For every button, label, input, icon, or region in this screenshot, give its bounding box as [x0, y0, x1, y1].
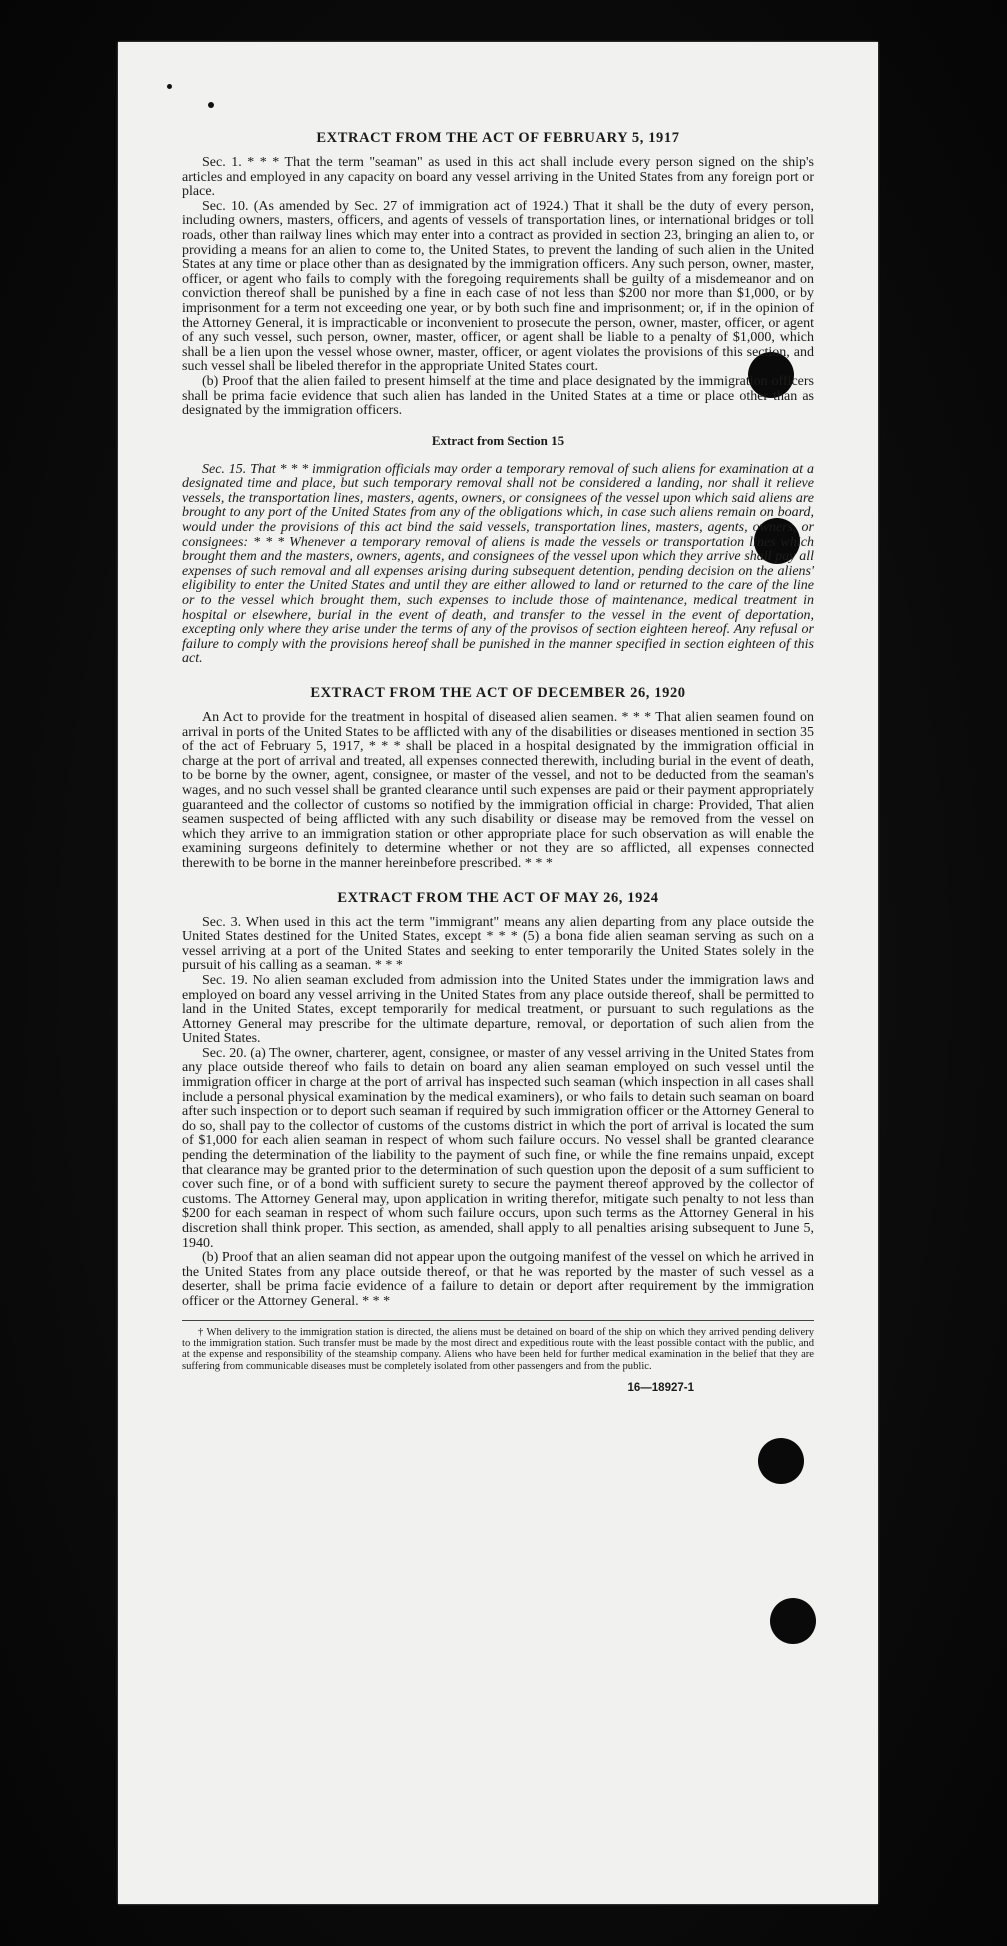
- footnote-divider: [182, 1320, 814, 1321]
- paragraph: Sec. 1. * * * That the term "seaman" as used in this act shall include every person signed on the ship's articles and employed in any capacity on board any vessel arriving in the United States from any foreign port or place.: [182, 155, 814, 200]
- section-heading: EXTRACT FROM THE ACT OF MAY 26, 1924: [337, 889, 659, 906]
- section-act-may-1924: [182, 890, 814, 1310]
- paragraph: Sec. 15. That * * * immigration officials may order a temporary removal of such aliens for examination at a designated time and place, but such temporary removal shall not be considered a landing, nor shall it relieve vessels, the transportation lines, masters, agents, owners, or consignees of the vessel upon which said aliens are brought to any port of the United States from any of the obligations which, in case such aliens remain on board, would under the provisions of this act bind the said vessels, transportation lines, masters, agents, owners, or consignees: * * * Whenever a temporary removal of aliens is made the vessels or transportation lines which brought them and the masters, owners, agents, and consignees of the vessel upon which they arrive shall pay all expenses of such removal and all expenses arising during subsequent detention, pending decision on the aliens' eligibility to enter the United States and until they are either allowed to land or returned to the care of the line or to the vessel which brought them, such expenses to include those of maintenance, medical treatment in hospital or elsewhere, burial in the event of death, and transfer to the vessel in the event of deportation, excepting only where they arise under the terms of any of the provisos of section eighteen hereof. Any refusal or failure to comply with the provisions hereof shall be punished in the manner specified in section eighteen of this act.: [182, 461, 814, 667]
- paragraph: Sec. 20. (a) The owner, charterer, agent, consignee, or master of any vessel arriving in the United States from any place outside thereof who fails to detain on board any alien seaman employed on such vessel until the immigration officer in charge at the port of arrival has inspected such seaman (which inspection in all cases shall include a personal physical examination by the medical examiners), or who fails to detain such seaman on board after such inspection or to deport such seaman if required by such immigration officer or the Attorney General to do so, shall pay to the collector of customs of the customs district in which the port of arrival is located the sum of $1,000 for each alien seaman in respect of whom such failure occurs. No vessel shall be granted clearance pending the determination of the liability to the payment of such fine, or while the fine remains unpaid, except that clearance may be granted prior to the determination of such question upon the deposit of a sum sufficient to cover such fine, or of a bond with sufficient surety to secure the payment thereof approved by the collector of customs. The Attorney General may, upon application in writing therefor, mitigate such penalty to not less than $200 for each seaman in respect of whom such failure occurs, upon such terms as the Attorney General in his discretion shall think proper. This section, as amended, shall apply to all penalties arising subsequent to June 5, 1940.: [182, 1045, 814, 1251]
- scan-speck: [167, 84, 172, 89]
- section-heading: EXTRACT FROM THE ACT OF FEBRUARY 5, 1917: [316, 130, 680, 146]
- paragraph: An Act to provide for the treatment in hospital of diseased alien seamen. * * * That alien seamen found on arrival in ports of the United States to be afflicted with any of the disabilities or diseases mentioned in section 35 of the act of February 5, 1917, * * * shall be placed in a hospital designated by the immigration official in charge at the port of arrival and treated, all expenses connected therewith, including burial in the event of death, to be borne by the owner, agent, consignee, or master of the vessel, and not to be deducted from the seaman's wages, and no such vessel shall be granted clearance until such expenses are paid or their payment appropriately guaranteed and the collector of customs so notified by the immigration official in charge: Provided, That alien seamen suspected of being afflicted with any such disability or disease may be removed from the vessel on which they arrive to an immigration station or other appropriate place for such observation as will enable the examining surgeons definitely to determine whether or not they are so afflicted, all expenses connected therewith to be borne in the manner hereinbefore prescribed. * * *: [182, 710, 814, 871]
- document-page: [118, 42, 878, 1904]
- paragraph: Sec. 19. No alien seaman excluded from admission into the United States under the immigration laws and employed on board any vessel arriving in the United States from any place outside thereof, shall be permitted to land in the United States, except temporarily for medical treatment, or pursuant to such regulations as the Attorney General may prescribe for the ultimate departure, removal, or deportation of such alien from the United States.: [182, 972, 814, 1047]
- section-act-feb-1917: [182, 130, 814, 419]
- paragraph: Sec. 10. (As amended by Sec. 27 of immigration act of 1924.) That it shall be the duty of every person, including owners, masters, officers, and agents of vessels of transportation lines, or international bridges or toll roads, other than railway lines which may enter into a contract as provided in section 23, bringing an alien to, or providing a means for an alien to come to, the United States, to prevent the landing of such alien in the United States at any time or place other than as designated by the immigration officers. Any such person, owner, master, officer, or agent who fails to comply with the foregoing requirements shall be guilty of a misdemeanor and on conviction thereof shall be punished by a fine in each case of not less than $200 nor more than $1,000, or by imprisonment for a term not exceeding one year, or by both such fine and imprisonment; or, if in the opinion of the Attorney General, it is impracticable or inconvenient to prosecute the person, owner, master, officer, or agent of any such vessel, such person, owner, master, officer, or agent shall be liable to a penalty of $1,000, which shall be a lien upon the vessel whose owner, master, officer, or agent violates the provisions of this section, and such vessel shall be libeled therefor in the appropriate United States court.: [182, 198, 814, 375]
- paragraph: Sec. 3. When used in this act the term "immigrant" means any alien departing from any place outside the United States destined for the United States, except * * * (5) a bona fide alien seaman serving as such on a vessel arriving at a port of the United States and seeking to enter temporarily the United States solely in the pursuit of his calling as a seaman. * * *: [182, 914, 814, 974]
- document-body: [182, 130, 814, 1394]
- paragraph: (b) Proof that the alien failed to present himself at the time and place designated by the immigration officers shall be prima facie evidence that such alien has landed in the United States at a time or place other than as designated by the immigration officers.: [182, 373, 814, 419]
- footnote: [182, 1327, 814, 1373]
- form-number: 16—18927-1: [627, 1382, 694, 1395]
- punch-hole: [758, 1438, 804, 1484]
- paragraph: (b) Proof that an alien seaman did not appear upon the outgoing manifest of the vessel on which he arrived in the United States from any place outside thereof, or that he was reported by the master of such vessel as a deserter, shall be prima facie evidence of a failure to detain or deport after requirement by the immigration officer or the Attorney General. * * *: [182, 1250, 814, 1309]
- section-extract-15: [182, 433, 814, 667]
- section-heading: EXTRACT FROM THE ACT OF DECEMBER 26, 1920: [310, 685, 686, 701]
- scan-speck: [208, 102, 214, 108]
- footnote-text: † When delivery to the immigration station is directed, the aliens must be detained on board of the ship on which they arrived pending delivery to the immigration station. Such transfer must be made by the most direct and expeditious route with the least possible contact with the public, and at the expense and responsibility of the steamship company. Aliens who have been held for further medical examination in the belief that they are suffering from communicable diseases must be completely isolated from other passengers and from the public.: [182, 1326, 814, 1372]
- section-act-dec-1920: [182, 685, 814, 872]
- punch-hole: [770, 1598, 816, 1644]
- section-heading: Extract from Section 15: [431, 432, 565, 448]
